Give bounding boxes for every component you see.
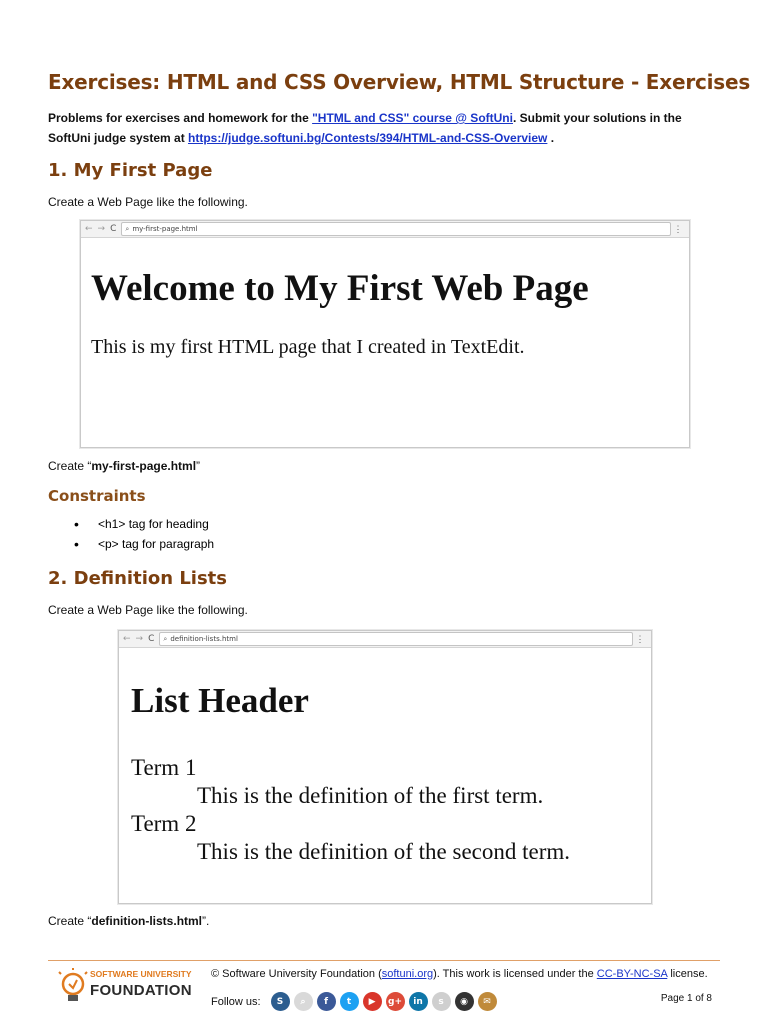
softuni-site-link[interactable]: softuni.org bbox=[381, 968, 434, 980]
search-icon[interactable]: ⌕ bbox=[294, 992, 313, 1011]
search-icon: ⌕ bbox=[125, 224, 130, 233]
create-file-2 bbox=[48, 914, 209, 928]
list-item: • <p> tag for paragraph bbox=[48, 534, 214, 554]
section-1-lead: Create a Web Page like the following. bbox=[48, 195, 248, 209]
address-bar bbox=[121, 222, 671, 236]
follow-us-row bbox=[211, 992, 497, 1011]
sample-list-header: List Header bbox=[131, 681, 309, 720]
logo-top-text: SOFTWARE UNIVERSITY bbox=[90, 969, 192, 979]
browser-toolbar bbox=[81, 221, 689, 238]
browser-toolbar bbox=[119, 631, 651, 648]
social-icons bbox=[267, 992, 497, 1011]
reload-icon: C bbox=[148, 634, 155, 644]
page-title: Exercises: HTML and CSS Overview, HTML Structure - Exercises bbox=[48, 70, 751, 94]
lightbulb-icon bbox=[58, 968, 88, 1008]
license-link[interactable]: CC-BY-NC-SA bbox=[596, 968, 668, 980]
slideshare-icon[interactable]: s bbox=[432, 992, 451, 1011]
section-2-heading: 2. Definition Lists bbox=[48, 568, 227, 589]
create-suffix: ”. bbox=[202, 914, 210, 928]
judge-link[interactable]: https://judge.softuni.bg/Contests/394/HTML-and-CSS-Overview bbox=[188, 131, 548, 145]
list-item: • <h1> tag for heading bbox=[48, 514, 214, 534]
softuni-icon[interactable]: S bbox=[271, 992, 290, 1011]
facebook-icon[interactable]: f bbox=[317, 992, 336, 1011]
github-icon[interactable]: ◉ bbox=[455, 992, 474, 1011]
definition-desc-1: This is the definition of the first term. bbox=[197, 783, 544, 808]
course-link[interactable]: "HTML and CSS" course @ SoftUni bbox=[312, 111, 513, 125]
email-icon[interactable]: ✉ bbox=[478, 992, 497, 1011]
create-prefix: Create “ bbox=[48, 459, 92, 473]
youtube-icon[interactable]: ▶ bbox=[363, 992, 382, 1011]
definition-term-1: Term 1 bbox=[131, 755, 197, 780]
browser-screenshot-definition-lists bbox=[118, 630, 652, 904]
copyright-line bbox=[211, 968, 708, 980]
create-filename: my-first-page.html bbox=[91, 459, 197, 473]
linkedin-icon[interactable]: in bbox=[409, 992, 428, 1011]
address-url: definition-lists.html bbox=[170, 635, 238, 643]
logo-bottom-text: FOUNDATION bbox=[90, 982, 192, 999]
softuni-foundation-logo bbox=[58, 966, 203, 1011]
intro-text-3: . bbox=[547, 131, 555, 145]
document-page bbox=[48, 0, 751, 1024]
twitter-icon[interactable]: t bbox=[340, 992, 359, 1011]
intro-text-1: Problems for exercises and homework for the bbox=[48, 111, 313, 125]
follow-label: Follow us: bbox=[211, 995, 261, 1008]
footer-divider bbox=[48, 960, 720, 961]
copyright-suffix: license. bbox=[667, 968, 708, 980]
google-plus-icon[interactable]: g+ bbox=[386, 992, 405, 1011]
create-suffix: ” bbox=[196, 459, 201, 473]
definition-term-2: Term 2 bbox=[131, 811, 197, 836]
forward-arrow-icon: → bbox=[135, 634, 144, 644]
constraints-list bbox=[48, 514, 214, 554]
forward-arrow-icon: → bbox=[97, 224, 106, 234]
create-file-1 bbox=[48, 459, 200, 473]
copyright-mid: ). This work is licensed under the bbox=[433, 968, 597, 980]
back-arrow-icon: ← bbox=[85, 224, 93, 234]
address-bar bbox=[159, 632, 633, 646]
menu-dots-icon: ⋮ bbox=[673, 223, 683, 234]
search-icon: ⌕ bbox=[163, 634, 168, 643]
menu-dots-icon: ⋮ bbox=[635, 633, 645, 644]
reload-icon: C bbox=[110, 224, 117, 234]
copyright-prefix: © Software University Foundation ( bbox=[211, 968, 382, 980]
back-arrow-icon: ← bbox=[123, 634, 131, 644]
sample-heading: Welcome to My First Web Page bbox=[91, 268, 589, 309]
create-filename: definition-lists.html bbox=[91, 914, 203, 928]
section-1-heading: 1. My First Page bbox=[48, 160, 213, 181]
intro-paragraph bbox=[48, 108, 720, 148]
intro-text-2: . Submit your solutions in the SoftUni judge system at bbox=[48, 111, 682, 145]
browser-screenshot-first-page bbox=[80, 220, 690, 448]
address-url: my-first-page.html bbox=[132, 225, 198, 233]
section-2-lead: Create a Web Page like the following. bbox=[48, 603, 248, 617]
constraints-heading: Constraints bbox=[48, 487, 146, 505]
page-number: Page 1 of 8 bbox=[660, 993, 712, 1004]
create-prefix: Create “ bbox=[48, 914, 92, 928]
definition-desc-2: This is the definition of the second term. bbox=[197, 839, 571, 864]
sample-paragraph: This is my first HTML page that I created in TextEdit. bbox=[91, 336, 525, 358]
